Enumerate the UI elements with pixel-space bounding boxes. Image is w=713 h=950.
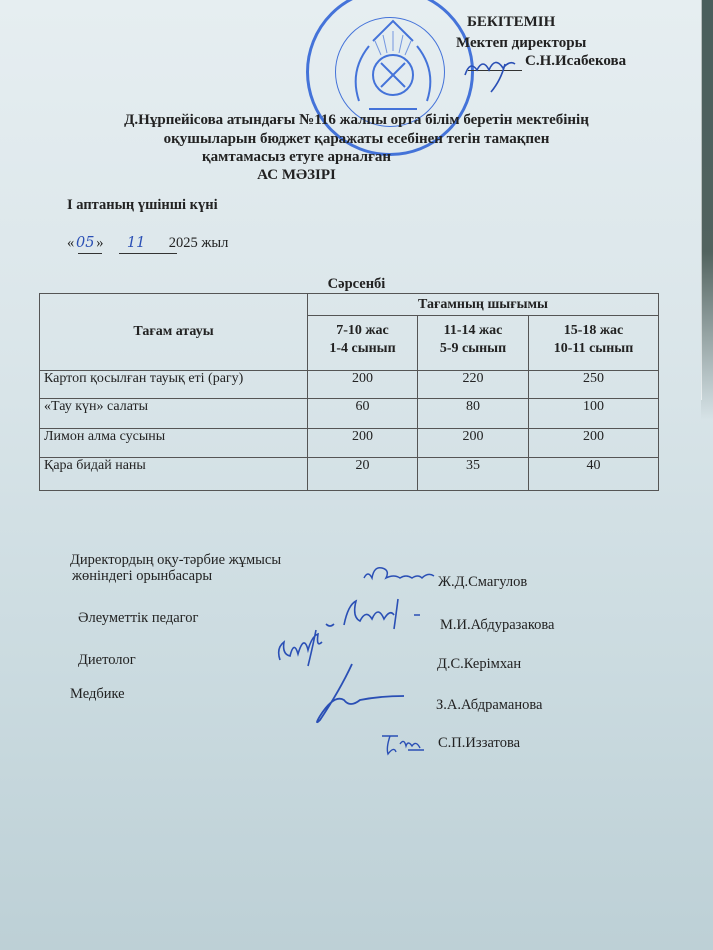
table-row bbox=[40, 371, 659, 399]
dish-name: Қара бидай наны bbox=[40, 458, 308, 491]
approval-name: С.Н.Исабекова bbox=[525, 53, 627, 69]
header-age-group-1 bbox=[308, 316, 418, 371]
background-surface bbox=[701, 0, 713, 420]
director-signature-icon bbox=[455, 40, 535, 95]
date-close-quote: » bbox=[96, 235, 104, 251]
week-day-label: І аптаның үшінші күні bbox=[67, 197, 218, 213]
signatory-name-2: М.И.Абдуразакова bbox=[440, 617, 555, 633]
date-row bbox=[67, 235, 228, 252]
title-line-3: қамтамасыз етуге арналған bbox=[201, 149, 391, 165]
table-row bbox=[40, 458, 659, 491]
grade-label: 1-4 сынып bbox=[329, 341, 396, 356]
portion-value: 220 bbox=[418, 371, 529, 399]
portion-value: 250 bbox=[529, 371, 659, 399]
portion-value: 20 bbox=[308, 458, 418, 491]
portion-value: 200 bbox=[308, 429, 418, 458]
grade-label: 5-9 сынып bbox=[439, 341, 507, 356]
age-label: 15-18 жас bbox=[563, 323, 624, 338]
portion-value: 100 bbox=[529, 399, 659, 429]
portion-value: 200 bbox=[308, 371, 418, 399]
date-year: 2025 жыл bbox=[168, 235, 229, 251]
title-line-1: Д.Нұрпейісова атындағы №116 жалпы орта білім беретін мектебінің bbox=[124, 112, 589, 128]
dish-name: «Тау күн» салаты bbox=[40, 399, 308, 429]
signatory-name-5: С.П.Иззатова bbox=[438, 735, 521, 751]
dish-name: Картоп қосылған тауық еті (рагу) bbox=[40, 371, 308, 399]
grade-label: 10-11 сынып bbox=[553, 341, 634, 356]
date-month: 11 bbox=[126, 235, 146, 251]
age-label: 11-14 жас bbox=[443, 323, 503, 338]
paper-edge bbox=[701, 0, 702, 400]
date-month-underline bbox=[119, 253, 177, 254]
signature-smagulov-icon bbox=[360, 560, 440, 590]
portion-value: 200 bbox=[418, 429, 529, 458]
date-open-quote: « bbox=[67, 235, 75, 251]
signature-abdurazakova-icon bbox=[338, 595, 428, 635]
weekday-label: Сәрсенбі bbox=[327, 276, 386, 292]
header-age-group-3 bbox=[529, 316, 659, 371]
signatory-role-2: Әлеуметтік педагог bbox=[78, 610, 199, 626]
portion-value: 80 bbox=[418, 399, 529, 429]
date-day: 05 bbox=[76, 235, 95, 251]
signatory-name-1: Ж.Д.Смагулов bbox=[438, 574, 528, 590]
title-line-2: оқушыларын бюджет қаражаты есебінен тегін тамақпен bbox=[163, 131, 550, 147]
signatory-name-4: З.А.Абдраманова bbox=[436, 697, 543, 713]
title-menu: АС МӘЗІРІ bbox=[257, 167, 336, 183]
header-output-group: Тағамның шығымы bbox=[308, 294, 659, 316]
menu-table bbox=[39, 293, 659, 491]
approval-title: БЕКІТЕМІН bbox=[467, 14, 556, 30]
portion-value: 200 bbox=[529, 429, 659, 458]
signatory-role-4: Медбике bbox=[70, 686, 125, 702]
date-day-underline bbox=[78, 253, 102, 254]
signatory-name-3: Д.С.Керімхан bbox=[437, 656, 522, 672]
signatory-role-3: Диетолог bbox=[78, 652, 136, 668]
signature-abdramanova-icon bbox=[300, 660, 410, 730]
signature-izzatova-icon bbox=[378, 730, 428, 758]
portion-value: 60 bbox=[308, 399, 418, 429]
dish-name: Лимон алма сусыны bbox=[40, 429, 308, 458]
signatory-role-1-line-1: Директордың оқу-тәрбие жұмысы bbox=[70, 552, 282, 568]
header-age-group-2 bbox=[418, 316, 529, 371]
signatory-role-1-line-2: жөніндегі орынбасары bbox=[72, 568, 213, 584]
age-label: 7-10 жас bbox=[336, 323, 389, 338]
approval-role: Мектеп директоры bbox=[456, 35, 587, 51]
table-row bbox=[40, 429, 659, 458]
table-row bbox=[40, 399, 659, 429]
portion-value: 40 bbox=[529, 458, 659, 491]
header-dish-name: Тағам атауы bbox=[40, 294, 308, 371]
portion-value: 35 bbox=[418, 458, 529, 491]
